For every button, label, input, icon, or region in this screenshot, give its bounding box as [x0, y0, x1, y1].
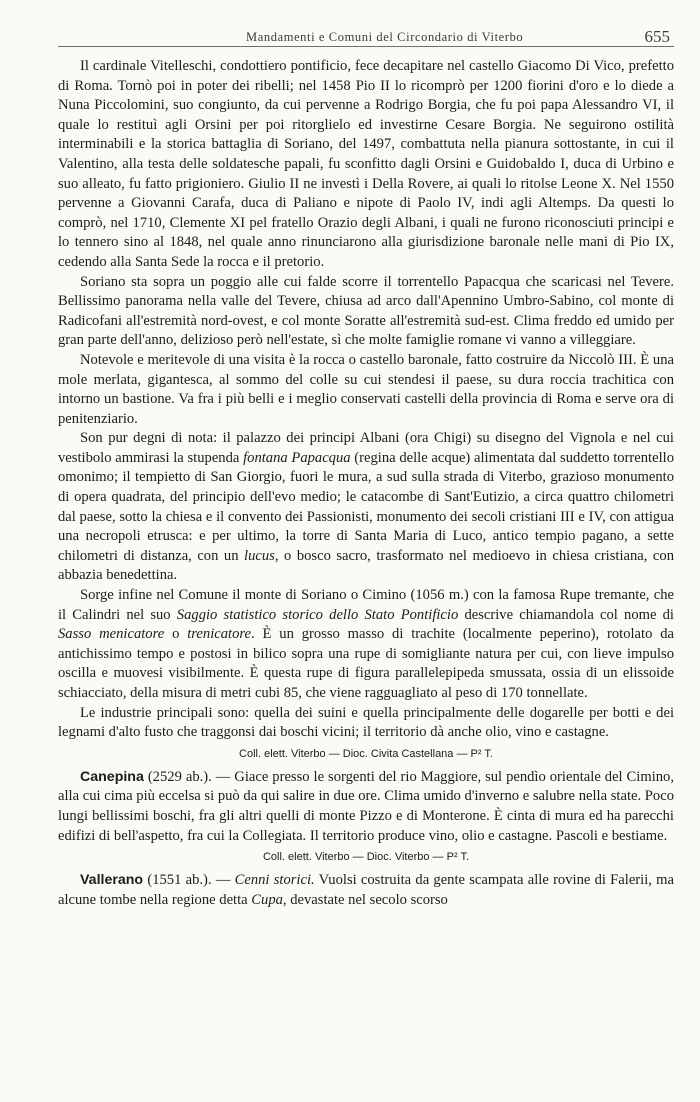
electoral-refs	[58, 746, 674, 762]
paragraph-history: Il cardinale Vitelleschi, condottiero pontificio, fece decapitare nel castello Giacomo Di Vico, prefetto di Roma. Tornò poi in poter dei ribelli; nel 1458 Pio II lo ricomprò per 1200 fiorini d'oro e lo diede a Nuna Piccolomini, suo congiunto, da cui pervenne a Rodrigo Borgia, che fu poi papa Alessandro VI, il quale lo restituì agli Orsini per poi ritorglielo ed investirne Cesare Borgia. Ne seguirono ostilità interminabili e la storica battaglia di Soriano, del 1497, combattuta nella pianura sottostante, in cui il Valentino, alla testa delle soldatesche papali, fu sconfitto dagli Orsini e Guidobaldo I, duca di Urbino e suo alleato, fu fatto prigioniero. Giulio II ne investì i Della Rovere, ai quali lo ritolse Leone X. Nel 1550 pervenne a Giovanni Carafa, duca di Paliano e nipote di Paolo IV, indi agli Altemps. Da questi lo comprò, nel 1710, Clemente XI pel fratello Orazio degli Albani, i quali ne furono riconosciuti principi e lo tennero sino al 1848, nel quale anno rinunciarono alla giurisdizione baronale nelle mani di Pio IX, cedendo alla Santa Sede la rocca e il pretorio.	[58, 58, 674, 270]
place-name: Canepina	[80, 768, 144, 785]
paragraph-castle: Notevole e meritevole di una visita è la rocca o castello baronale, fatto costruire da Niccolò III. È una mole merlata, gigantesca, al sommo del colle su cui stendesi il paese, su dura roccia trachitica con intorno un bastione. Va fra i più belli e i meglio conservati castelli della provincia di Roma e serve ora di penitenziario.	[58, 351, 674, 427]
paragraph-rupe	[58, 586, 674, 704]
place-name: Vallerano	[80, 872, 144, 889]
entry-text: (2529 ab.). — Giace presso le sorgenti del rio Maggiore, sul pendìo orientale del Cimino, alla cui cima più eccelsa si può da qui salire in due ore. Clima umido d'inverno e salubre nella state. Poco lungi bellissimi boschi, fra gli altri quelli di monte Pizzo e di Monterone. È cinta di mura ed ha parecchi edifizi di bell'aspetto, fra cui la Collegiata. Il territorio produce vino, olio e castagne. Pascoli e bestiame.	[58, 768, 674, 844]
text-run: o	[164, 626, 188, 643]
italic-term: Sasso menicatore	[58, 626, 165, 643]
entry-text: , devastate nel secolo scorso	[282, 891, 448, 908]
italic-term: lucus	[244, 547, 275, 564]
refs-text: Coll. elett. Viterbo — Dioc. Viterbo — P² T.	[262, 851, 470, 864]
text-run: Sorge infine nel Comune il monte di Soriano o Cimino (1056 m.) con la famosa Rupe tremante, che il Calindri nel suo	[58, 587, 674, 623]
paragraph-industries: Le industrie principali sono: quella dei suini e quella principalmente delle dogarelle per botti e dei legnami d'alto fusto che traggonsi dai boschi vicini; il territorio dà anche olio, vino e castagne.	[58, 704, 674, 741]
entry-vallerano	[58, 871, 674, 910]
italic-term: trenicatore	[187, 626, 251, 643]
italic-term: Cupa	[251, 891, 283, 908]
vallerano-section	[58, 871, 674, 910]
soriano-section	[58, 57, 674, 762]
text-run: (regina delle acque) alimentata dal suddetto torrentello omonimo; il tempietto di San Giorgio, fuori le mura, a sud sulla strada di Viterbo, grazioso monumento di opera quadrata, del principio dell'evo medio; le catacombe di Sant'Eutizio, a circa quattro chilometri dal paese, sotto la chiesa e il convento dei Passionisti, monumento dei secoli cristiani III e IV, con attigua una necropoli etrusca: e per ultimo, la torre di Santa Maria di Luco, antico tempio pagano, a sette chilometri di distanza, con un	[58, 449, 674, 564]
text-run: descrive chiamandola col nome di	[458, 606, 674, 623]
entry-text: Vuolsi costruita da gente scampata alle rovine di Falerii, ma alcune tombe nella regione detta	[58, 872, 674, 908]
canepina-section	[58, 768, 674, 865]
text-run: . È un grosso masso di trachite (localmente peperino), rotolato da antichissimo tempo e postosi in bilico sopra una rupe di somigliante natura per cui, con lieve impulso oscilla e muovesi visibilmente. È questa rupe di figura parallelepipeda smussata, ossia di un elissoide schiacciato, della misura di metri cubi 85, che viene ragguagliato al peso di 170 tonnellate.	[58, 626, 675, 701]
italic-term: fontana Papacqua	[243, 449, 351, 466]
electoral-refs	[58, 849, 674, 865]
paragraph-location: Soriano sta sopra un poggio alle cui falde scorre il torrentello Papacqua che scaricasi nel Tevere. Bellissimo panorama nella valle del Tevere, chiusa ad arco dall'Apennino Umbro-Sabino, col monte di Radicofani all'estremità nord-ovest, e col monte Soratte all'estremità sud-est. Clima freddo ed umido per gran parte dell'anno, delizioso però nell'estate, sì che molte famiglie romane vi vanno a villeggiare.	[58, 273, 674, 349]
paragraph-monuments	[58, 429, 674, 586]
header-rule	[58, 46, 674, 47]
page-number: 655	[644, 27, 670, 46]
entry-canepina	[58, 768, 674, 846]
entry-text: (1551 ab.). —	[143, 872, 235, 889]
text-run: Son pur degni di nota: il palazzo dei principi Albani (ora Chigi) su disegno del Vignola e nel cui vestibolo ammirasi la stupenda	[58, 430, 674, 466]
italic-heading: Cenni storici.	[234, 872, 315, 889]
page-header	[58, 0, 674, 46]
running-head: Mandamenti e Comuni del Circondario di Viterbo	[246, 30, 524, 44]
italic-title: Saggio statistico storico dello Stato Pontificio	[176, 606, 459, 623]
refs-text: Coll. elett. Viterbo — Dioc. Civita Castellana — P² T.	[239, 747, 493, 760]
text-run: , o bosco sacro, trasformato nel medioevo in chiesa cristiana, con abbazia benedettina.	[58, 547, 675, 584]
